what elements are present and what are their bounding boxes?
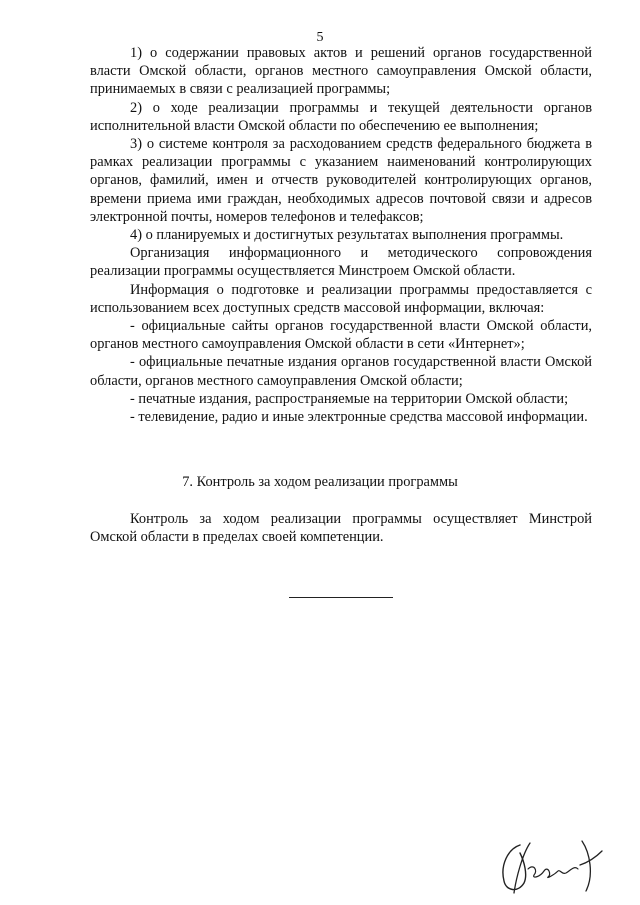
list-item-print-media: - печатные издания, распространяемые на территории Омской области;	[130, 390, 569, 407]
end-divider	[289, 597, 393, 598]
control-section	[90, 510, 592, 546]
list-item-official-print: - официальные печатные издания органов государственной власти Омской области, органов местного самоуправления Омской области;	[90, 354, 592, 389]
list-item-official-websites: - официальные сайты органов государственной власти Омской области, органов местного самоуправления Омской области в сети «Интернет»;	[90, 318, 592, 353]
paragraph-implementation-progress: 2) о ходе реализации программы и текущей деятельности органов исполнительной власти Омской области по обеспечению ее выполнения;	[90, 99, 592, 134]
list-item-broadcast-media: - телевидение, радио и иные электронные средства массовой информации.	[130, 409, 588, 426]
paragraph-control-system: 3) о системе контроля за расходованием средств федерального бюджета в рамках реализации программы с указанием наименований контролирующих органов, фамилий, имен и отчеств руководителей контролирующих органов, времени приема ими граждан, необходимых адресов почтовой связи и адресов электронной почты, номеров телефонов и телефаксов;	[90, 136, 592, 225]
information-list	[90, 44, 592, 426]
section-heading: 7. Контроль за ходом реализации программы	[182, 474, 458, 490]
paragraph-control: Контроль за ходом реализации программы осуществляет Минстрой Омской области в пределах своей компетенции.	[90, 511, 592, 546]
paragraph-legal-acts: 1) о содержании правовых актов и решений органов государственной власти Омской области, органов местного самоуправления Омской области, принимаемых в связи с реализацией программы;	[90, 45, 592, 98]
paragraph-organization: Организация информационного и методического сопровождения реализации программы осуществляется Минстроем Омской области.	[90, 245, 592, 280]
page-number: 5	[316, 30, 324, 45]
paragraph-planned-results: 4) о планируемых и достигнутых результатах выполнения программы.	[130, 227, 564, 244]
paragraph-information-provision: Информация о подготовке и реализации программы предоставляется с использованием всех доступных средств массовой информации, включая:	[90, 281, 592, 316]
signature-icon	[490, 835, 610, 897]
